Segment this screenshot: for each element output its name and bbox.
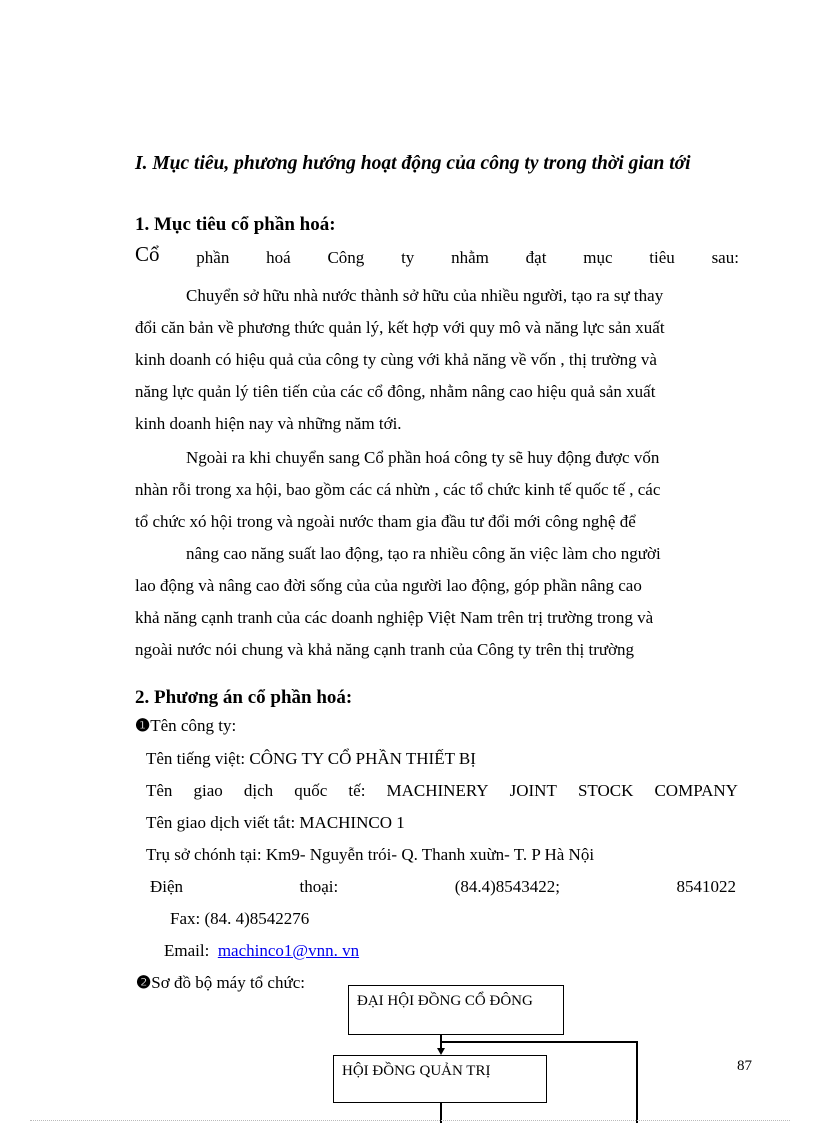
number-one-icon: ❶ [135,716,151,735]
connector-line [440,1041,637,1043]
org-box-label: ĐẠI HỘI ĐỒNG CỔ ĐÔNG [357,993,533,1009]
org-box-label: HỘI ĐỒNG QUẢN TRỊ [342,1063,491,1079]
email-link[interactable]: machinco1@vnn. vn [217,941,360,960]
company-name-intl [146,781,738,801]
word: hoá [266,248,291,267]
paragraph-line: Chuyển sở hữu nhà nước thành sở hữu của nhiều người, tạo ra sự thay [186,286,664,305]
paragraph-line: nhàn rỗi trong xa hội, bao gồm các cá nhừn , các tổ chức kinh tế quốc tế , các [135,480,661,499]
word: (84.4)8543422; [454,877,560,896]
word: dịch [243,781,274,800]
word: STOCK [577,781,634,800]
word: thoại: [299,877,339,896]
word: mục [583,248,613,267]
section-2-heading: 2. Phương án cổ phần hoá: [135,687,353,708]
word: Điện [150,877,184,896]
word: sau: [711,248,739,267]
org-box-board [333,1055,547,1103]
paragraph-line: Ngoài ra khi chuyển sang Cổ phần hoá công ty sẽ huy động được vốn [186,448,660,467]
company-fax: Fax: (84. 4)8542276 [170,909,310,928]
company-name-short: Tên giao dịch viết tắt: MACHINCO 1 [146,813,405,832]
company-email [164,941,359,961]
number-two-icon: ❷ [136,973,152,992]
paragraph-line: khả năng cạnh tranh của các doanh nghiệp Việt Nam trên trị trường trong và [135,608,654,627]
word: JOINT [509,781,557,800]
word: Tên [146,781,173,800]
company-name-vn: Tên tiếng việt: CÔNG TY CỔ PHẦN THIẾT BỊ [146,749,476,768]
paragraph-line: ngoài nước nói chung và khả năng cạnh tranh của Công ty trên thị trường [135,640,635,659]
word: quốc [294,781,328,800]
connector-line [636,1041,638,1123]
word: 8541022 [676,877,736,896]
word: tế: [348,781,366,800]
item-label: Sơ đồ bộ máy tổ chức: [151,973,305,992]
word: đạt [525,248,547,267]
word: phần [196,248,230,267]
word: nhằm [451,248,489,267]
footer-divider [30,1120,790,1121]
word: ty [401,248,415,267]
section-1-heading: 1. Mục tiêu cổ phần hoá: [135,214,336,235]
word: COMPANY [654,781,738,800]
paragraph-line: kinh doanh hiện nay và những năm tới. [135,414,402,433]
item-company-name [135,716,236,736]
org-box-shareholders [348,985,564,1035]
company-address: Trụ sở chónh tại: Km9- Nguyễn trói- Q. Thanh xuừn- T. P Hà Nội [146,845,595,864]
email-label: Email: [164,941,210,960]
paragraph-line: tổ chức xó hội trong và ngoài nước tham gia đầu tư đổi mới công nghệ để [135,512,636,531]
paragraph-line: kinh doanh có hiệu quả của công ty cùng với khả năng về vốn , thị trường và [135,350,657,369]
paragraph-line: nâng cao năng suất lao động, tạo ra nhiều công ăn việc làm cho người [186,544,661,563]
word: tiêu [649,248,675,267]
page-title: I. Mục tiêu, phương hướng hoạt động của công ty trong thời gian tới [135,153,691,174]
word: Công [327,248,365,267]
section-1-intro [135,242,739,268]
paragraph-line: năng lực quản lý tiên tiến của các cổ đông, nhằm nâng cao hiệu quả sản xuất [135,382,656,401]
word: MACHINERY [386,781,489,800]
company-phone [150,877,736,897]
page-number: 87 [737,1058,752,1074]
word: giao [193,781,223,800]
arrow-down-icon [437,1048,445,1055]
paragraph-line: lao động và nâng cao đời sống của của người lao động, góp phần nâng cao [135,576,642,595]
paragraph-line: đổi căn bản về phương thức quản lý, kết hợp với quy mô và năng lực sản xuất [135,318,665,337]
item-label: Tên công ty: [150,716,237,735]
word: Cổ [135,242,160,266]
item-org-chart [136,973,305,993]
